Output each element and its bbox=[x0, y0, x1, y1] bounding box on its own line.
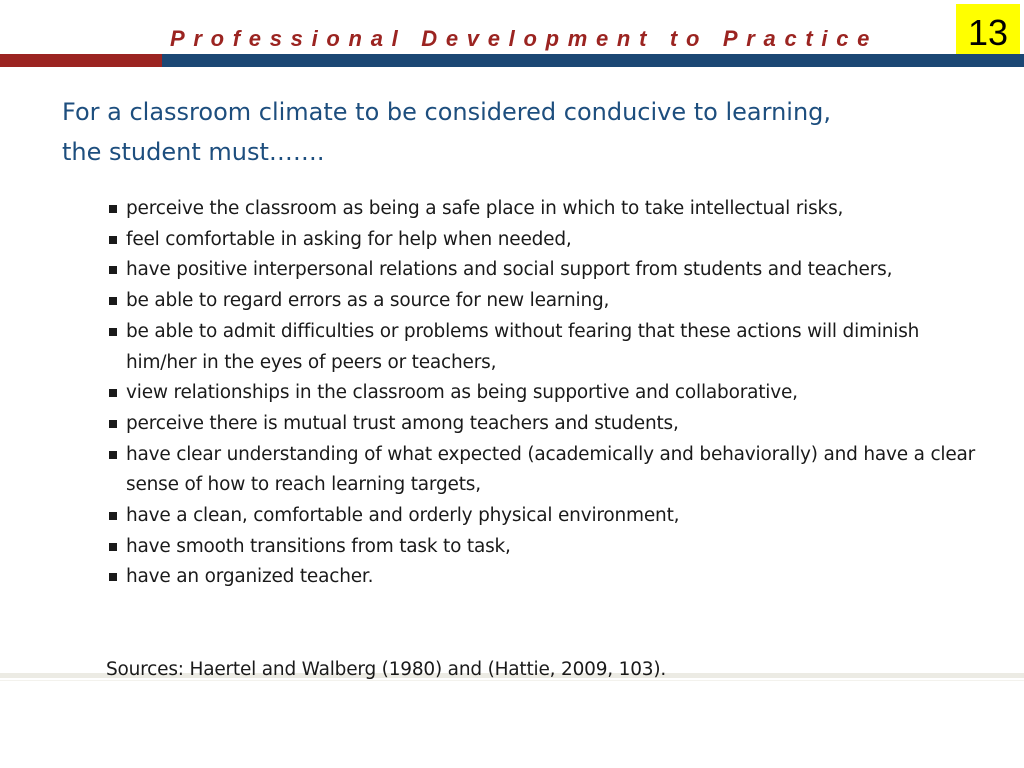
bullet-text: perceive the classroom as being a safe place in which to take intellectual risks, bbox=[126, 198, 844, 219]
square-bullet-icon bbox=[109, 512, 117, 520]
bullet-text: feel comfortable in asking for help when needed, bbox=[126, 228, 572, 250]
header-bar-red bbox=[0, 54, 162, 67]
square-bullet-icon bbox=[109, 205, 117, 213]
bullet-text: have an organized teacher. bbox=[126, 566, 374, 588]
list-item bbox=[106, 225, 986, 256]
list-item bbox=[106, 440, 986, 501]
bullet-text: have smooth transitions from task to task, bbox=[126, 535, 511, 557]
square-bullet-icon bbox=[109, 266, 117, 274]
list-item bbox=[106, 286, 986, 317]
header-bar-blue bbox=[162, 54, 1024, 67]
square-bullet-icon bbox=[109, 420, 117, 428]
list-item bbox=[106, 255, 986, 286]
list-item bbox=[106, 194, 986, 225]
slide-heading bbox=[62, 92, 962, 172]
bullet-text: have a clean, comfortable and orderly physical environment, bbox=[126, 505, 680, 527]
bullet-text: have positive interpersonal relations and social support from students and teachers, bbox=[126, 259, 893, 281]
header-title: Professional Development to Practice bbox=[170, 26, 879, 51]
list-item bbox=[106, 409, 986, 440]
bullet-list bbox=[106, 194, 986, 593]
square-bullet-icon bbox=[109, 236, 117, 244]
heading-line-1: For a classroom climate to be considered conducive to learning, bbox=[62, 98, 832, 126]
square-bullet-icon bbox=[109, 389, 117, 397]
heading-line-2: the student must……. bbox=[62, 138, 325, 166]
bullet-text: be able to admit difficulties or problems without fearing that these actions will diminish him/her in the eyes of peers or teachers, bbox=[126, 320, 920, 373]
square-bullet-icon bbox=[109, 573, 117, 581]
bullet-text: perceive there is mutual trust among teachers and students, bbox=[126, 412, 679, 434]
bullet-text: have clear understanding of what expected (academically and behaviorally) and have a clear sense of how to reach learning targets, bbox=[126, 443, 976, 496]
page-number-badge: 13 bbox=[956, 4, 1020, 62]
bullet-text: be able to regard errors as a source for new learning, bbox=[126, 290, 610, 312]
list-item bbox=[106, 378, 986, 409]
square-bullet-icon bbox=[109, 328, 117, 336]
bullet-text: view relationships in the classroom as being supportive and collaborative, bbox=[126, 382, 798, 404]
list-item bbox=[106, 317, 986, 378]
square-bullet-icon bbox=[109, 451, 117, 459]
square-bullet-icon bbox=[109, 543, 117, 551]
square-bullet-icon bbox=[109, 297, 117, 305]
list-item bbox=[106, 562, 986, 593]
list-item bbox=[106, 501, 986, 532]
sources-citation: Sources: Haertel and Walberg (1980) and (Hattie, 2009, 103). bbox=[106, 659, 667, 680]
list-item bbox=[106, 532, 986, 563]
